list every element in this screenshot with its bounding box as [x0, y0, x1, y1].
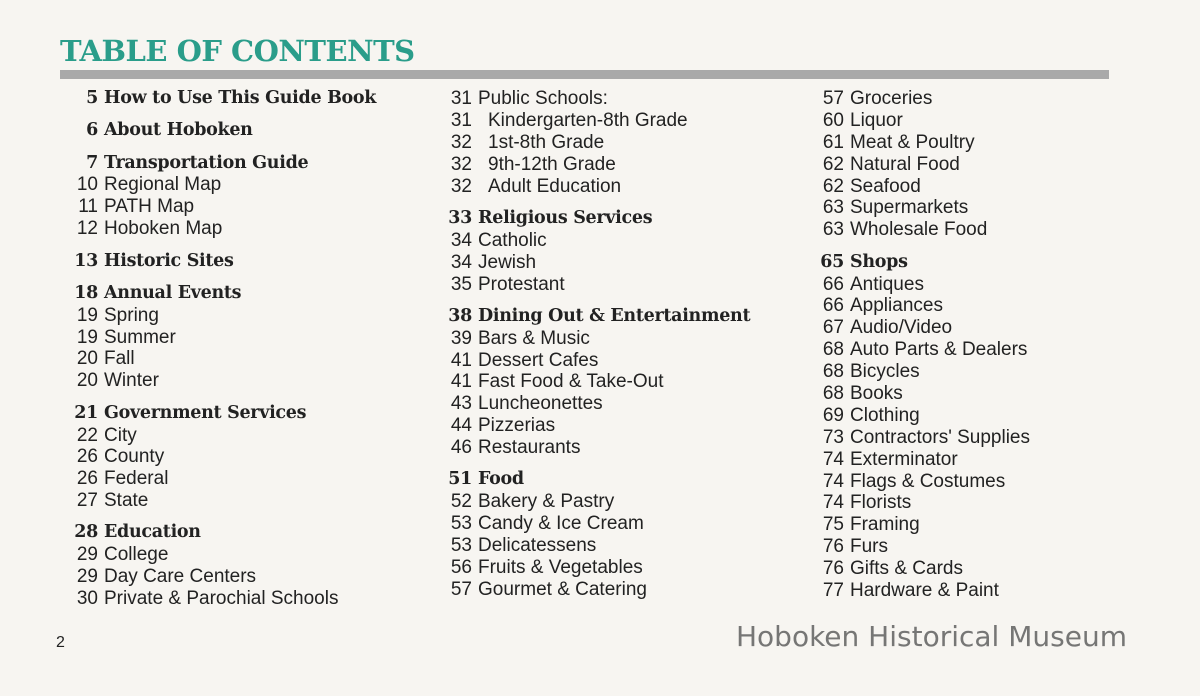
toc-label: Bakery & Pastry — [478, 491, 615, 513]
toc-page-number: 32 — [450, 153, 472, 175]
toc-entry — [436, 274, 796, 296]
toc-page-number: 65 — [820, 251, 844, 272]
toc-label: Furs — [850, 536, 888, 558]
toc-page-number: 68 — [822, 382, 844, 404]
toc-label: Gifts & Cards — [850, 558, 963, 580]
toc-label: Supermarkets — [850, 197, 969, 219]
toc-label: Luncheonettes — [478, 393, 603, 415]
toc-page-number: 27 — [76, 490, 98, 512]
toc-label: Wholesale Food — [850, 219, 988, 241]
toc-page-number: 68 — [822, 339, 844, 361]
toc-label: How to Use This Guide Book — [104, 88, 377, 108]
toc-entry — [436, 415, 796, 437]
toc-page-number: 31 — [450, 109, 472, 131]
toc-entry — [808, 339, 1188, 361]
toc-entry — [436, 371, 796, 393]
toc-entry — [62, 327, 422, 349]
toc-label: Flags & Costumes — [850, 470, 1006, 492]
toc-section-heading — [62, 403, 422, 425]
toc-label: Public Schools: — [478, 88, 608, 109]
toc-label: Protestant — [478, 273, 565, 295]
toc-entry — [436, 176, 796, 198]
title-rule — [60, 70, 1109, 79]
toc-page-number: 35 — [450, 273, 472, 295]
toc-page-number: 12 — [76, 218, 98, 240]
toc-label: Fall — [104, 348, 135, 370]
toc-label: Day Care Centers — [104, 566, 257, 588]
toc-page-number: 69 — [822, 404, 844, 426]
toc-entry — [436, 350, 796, 372]
toc-entry — [808, 514, 1188, 536]
toc-label: Annual Events — [104, 282, 242, 303]
toc-column-1 — [62, 88, 422, 610]
toc-entry — [62, 348, 422, 370]
toc-page-number: 62 — [822, 175, 844, 197]
toc-page-number: 57 — [450, 578, 472, 600]
toc-label: Auto Parts & Dealers — [850, 339, 1028, 361]
toc-page-number: 77 — [822, 579, 844, 601]
toc-entry — [808, 110, 1188, 132]
toc-entry — [436, 393, 796, 415]
toc-entry — [808, 154, 1188, 176]
toc-label: Antiques — [850, 273, 924, 295]
toc-page-number: 19 — [76, 304, 98, 326]
toc-label: Catholic — [478, 229, 547, 251]
toc-section-heading — [436, 469, 796, 491]
toc-entry — [436, 154, 796, 176]
toc-page-number: 6 — [86, 120, 98, 141]
toc-label: Pizzerias — [478, 415, 556, 437]
toc-entry — [808, 295, 1188, 317]
toc-label: Candy & Ice Cream — [478, 513, 644, 535]
toc-label: Jewish — [478, 251, 537, 273]
watermark: Hoboken Historical Museum — [736, 620, 1127, 653]
toc-section-heading — [62, 88, 422, 110]
toc-page-number: 56 — [450, 556, 472, 578]
toc-section-heading — [436, 208, 796, 230]
toc-page-number: 31 — [450, 88, 472, 109]
toc-entry — [808, 558, 1188, 580]
toc-page-number: 18 — [74, 282, 98, 303]
toc-entry — [808, 383, 1188, 405]
toc-page-number: 68 — [822, 361, 844, 383]
toc-entry — [436, 328, 796, 350]
toc-entry — [808, 492, 1188, 514]
toc-entry — [808, 361, 1188, 383]
toc-section-heading — [62, 120, 422, 142]
toc-page-number: 10 — [76, 174, 98, 196]
toc-page-number: 29 — [76, 566, 98, 588]
toc-label: Historic Sites — [104, 250, 234, 271]
toc-entry — [808, 449, 1188, 471]
toc-entry — [808, 197, 1188, 219]
toc-page-number: 76 — [822, 558, 844, 580]
toc-entry — [808, 317, 1188, 339]
toc-entry — [808, 176, 1188, 198]
toc-entry — [808, 580, 1188, 602]
toc-page-number: 38 — [448, 305, 472, 326]
toc-label: Liquor — [850, 109, 903, 131]
toc-section-heading — [808, 252, 1188, 274]
toc-page-number: 76 — [822, 536, 844, 558]
toc-page-number: 43 — [450, 393, 472, 415]
page-number: 2 — [56, 634, 65, 651]
toc-page-number: 20 — [76, 348, 98, 370]
toc-page-number: 66 — [822, 295, 844, 317]
toc-label: Bars & Music — [478, 327, 590, 349]
toc-entry — [808, 274, 1188, 296]
toc-label: Private & Parochial Schools — [104, 588, 339, 610]
toc-label: Restaurants — [478, 437, 581, 459]
toc-page-number: 26 — [76, 468, 98, 490]
toc-label: Kindergarten-8th Grade — [488, 109, 688, 131]
toc-page-number: 29 — [76, 544, 98, 566]
toc-entry — [436, 535, 796, 557]
toc-page-number: 63 — [822, 197, 844, 219]
toc-page-number: 34 — [450, 229, 472, 251]
toc-label: State — [104, 490, 149, 512]
toc-page-number: 44 — [450, 415, 472, 437]
toc-label: Books — [850, 382, 903, 404]
toc-page-number: 61 — [822, 131, 844, 153]
toc-page-number: 74 — [822, 492, 844, 514]
toc-label: Fruits & Vegetables — [478, 556, 643, 578]
toc-label: 9th-12th Grade — [488, 153, 616, 175]
toc-entry — [436, 513, 796, 535]
toc-page-number: 11 — [78, 196, 98, 218]
toc-label: Hoboken Map — [104, 218, 223, 240]
toc-entry — [62, 566, 422, 588]
toc-section-heading — [62, 283, 422, 305]
toc-label: Gourmet & Catering — [478, 578, 647, 600]
toc-label: Winter — [104, 370, 159, 392]
toc-page-number: 39 — [450, 327, 472, 349]
toc-page-number: 63 — [822, 219, 844, 241]
toc-entry — [808, 536, 1188, 558]
toc-page-number: 32 — [450, 131, 472, 153]
toc-page-number: 53 — [450, 535, 472, 557]
page-title: TABLE OF CONTENTS — [60, 34, 415, 68]
toc-entry — [808, 132, 1188, 154]
toc-section-heading — [62, 153, 422, 175]
toc-label: Transportation Guide — [104, 152, 309, 173]
toc-page-number: 57 — [822, 88, 844, 109]
toc-entry — [62, 425, 422, 447]
toc-label: Groceries — [850, 88, 933, 109]
toc-label: Appliances — [850, 295, 943, 317]
toc-label: Dessert Cafes — [478, 349, 599, 371]
toc-label: 1st-8th Grade — [488, 131, 605, 153]
toc-label: About Hoboken — [104, 120, 253, 141]
toc-page-number: 33 — [448, 207, 472, 228]
toc-label: Government Services — [104, 402, 307, 423]
toc-label: Meat & Poultry — [850, 131, 975, 153]
toc-page-number: 74 — [822, 470, 844, 492]
toc-entry — [62, 490, 422, 512]
toc-entry — [436, 579, 796, 601]
toc-entry — [436, 437, 796, 459]
toc-label: Framing — [850, 514, 920, 536]
toc-page-number: 60 — [822, 109, 844, 131]
toc-label: PATH Map — [104, 196, 195, 218]
toc-page-number: 75 — [822, 514, 844, 536]
toc-page-number: 73 — [822, 426, 844, 448]
toc-label: Federal — [104, 468, 169, 490]
toc-entry — [62, 468, 422, 490]
toc-label: Natural Food — [850, 153, 960, 175]
toc-label: Dining Out & Entertainment — [478, 305, 751, 326]
toc-entry — [808, 471, 1188, 493]
toc-page-number: 7 — [86, 152, 98, 173]
toc-entry — [62, 196, 422, 218]
toc-entry — [436, 88, 796, 110]
toc-label: Education — [104, 522, 201, 543]
toc-label: City — [104, 424, 137, 446]
toc-page-number: 66 — [822, 273, 844, 295]
toc-page-number: 21 — [74, 402, 98, 423]
toc-entry — [436, 252, 796, 274]
toc-label: Shops — [850, 251, 908, 272]
toc-label: Adult Education — [488, 175, 622, 197]
toc-entry — [62, 305, 422, 327]
toc-entry — [436, 557, 796, 579]
toc-label: Clothing — [850, 404, 920, 426]
toc-entry — [808, 219, 1188, 241]
toc-entry — [436, 491, 796, 513]
toc-label: Delicatessens — [478, 535, 597, 557]
toc-entry — [62, 174, 422, 196]
toc-section-heading — [436, 306, 796, 328]
toc-entry — [436, 110, 796, 132]
toc-label: Food — [478, 469, 524, 490]
toc-entry — [62, 544, 422, 566]
toc-page-number: 5 — [86, 88, 98, 108]
toc-label: County — [104, 446, 165, 468]
toc-page-number: 20 — [76, 370, 98, 392]
toc-entry — [808, 405, 1188, 427]
toc-entry — [62, 218, 422, 240]
toc-page-number: 19 — [76, 326, 98, 348]
toc-label: Hardware & Paint — [850, 579, 999, 601]
toc-page-number: 13 — [74, 250, 98, 271]
toc-page-number: 34 — [450, 251, 472, 273]
toc-label: Florists — [850, 492, 912, 514]
toc-page-number: 46 — [450, 437, 472, 459]
toc-page-number: 30 — [76, 588, 98, 610]
toc-entry — [808, 88, 1188, 110]
toc-label: College — [104, 544, 169, 566]
toc-entry — [62, 370, 422, 392]
toc-label: Summer — [104, 326, 176, 348]
toc-label: Contractors' Supplies — [850, 426, 1030, 448]
toc-label: Regional Map — [104, 174, 222, 196]
toc-page-number: 41 — [450, 349, 472, 371]
toc-column-3 — [808, 88, 1188, 602]
toc-page-number: 28 — [74, 522, 98, 543]
toc-page-number: 52 — [450, 491, 472, 513]
toc-page-number: 32 — [450, 175, 472, 197]
toc-page-number: 41 — [450, 371, 472, 393]
toc-label: Seafood — [850, 175, 921, 197]
toc-page-number: 74 — [822, 448, 844, 470]
toc-entry — [808, 427, 1188, 449]
toc-label: Exterminator — [850, 448, 958, 470]
toc-label: Spring — [104, 304, 159, 326]
toc-section-heading — [62, 251, 422, 273]
toc-label: Religious Services — [478, 207, 653, 228]
toc-page-number: 62 — [822, 153, 844, 175]
toc-column-2 — [436, 88, 796, 601]
toc-entry — [436, 230, 796, 252]
toc-label: Fast Food & Take-Out — [478, 371, 664, 393]
toc-label: Audio/Video — [850, 317, 953, 339]
toc-entry — [436, 132, 796, 154]
toc-page-number: 53 — [450, 513, 472, 535]
toc-entry — [62, 588, 422, 610]
toc-page-number: 51 — [448, 469, 472, 490]
toc-entry — [62, 446, 422, 468]
toc-page-number: 67 — [822, 317, 844, 339]
toc-page-number: 26 — [76, 446, 98, 468]
toc-label: Bicycles — [850, 361, 920, 383]
toc-section-heading — [62, 522, 422, 544]
toc-page-number: 22 — [76, 424, 98, 446]
